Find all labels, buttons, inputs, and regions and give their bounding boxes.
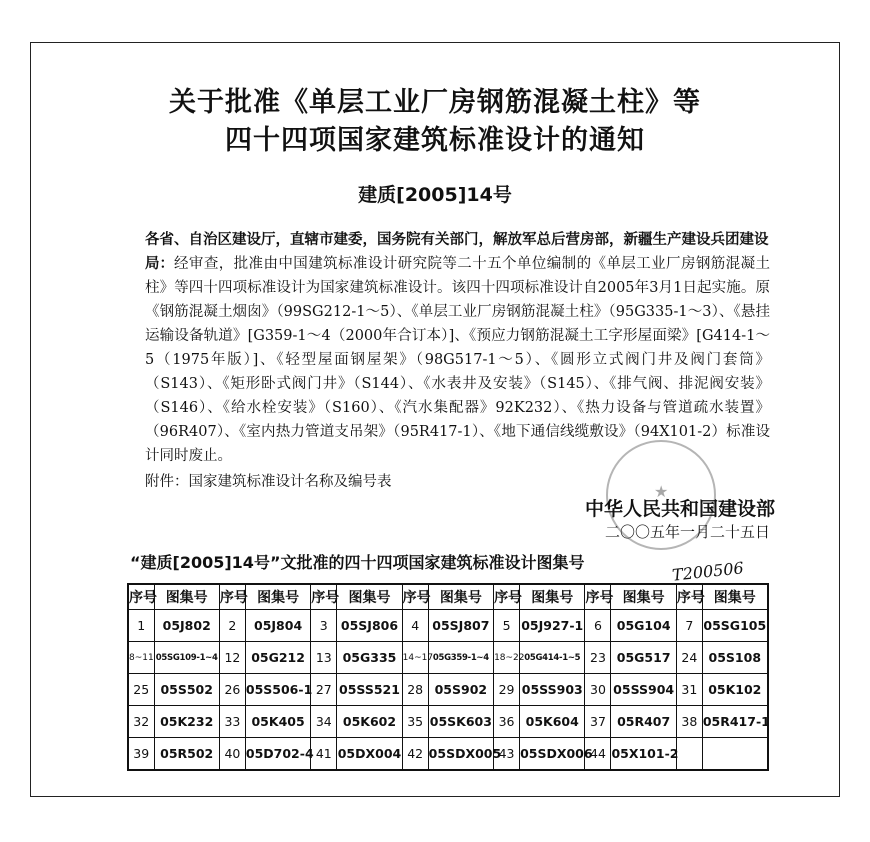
table-row [128, 706, 768, 738]
seq-cell: 8~11 [128, 642, 154, 674]
code-cell: 05J802 [154, 610, 219, 642]
seq-cell: 40 [219, 738, 245, 771]
seq-cell: 18~22 [494, 642, 520, 674]
header-code: 图集号 [337, 584, 402, 610]
code-cell: 05G414-1~5 [520, 642, 585, 674]
code-cell: 05K405 [245, 706, 310, 738]
code-cell: 05K232 [154, 706, 219, 738]
code-cell: 05DX004 [337, 738, 402, 771]
seq-cell: 3 [311, 610, 337, 642]
code-cell: 05K102 [702, 674, 767, 706]
seq-cell: 2 [219, 610, 245, 642]
seq-cell: 32 [128, 706, 154, 738]
addressees: 各省、自治区建设厅，直辖市建委，国务院有关部门，解放军总后营房部，新疆生产建设兵团建设局： [145, 232, 769, 272]
table-row [128, 610, 768, 642]
seq-cell: 31 [676, 674, 702, 706]
header-code: 图集号 [428, 584, 493, 610]
seq-cell: 36 [494, 706, 520, 738]
table-row [128, 738, 768, 771]
header-seq: 序号 [128, 584, 154, 610]
code-cell: 05SS903 [520, 674, 585, 706]
seq-cell: 34 [311, 706, 337, 738]
header-code: 图集号 [520, 584, 585, 610]
code-cell: 05G517 [611, 642, 676, 674]
seq-cell: 37 [585, 706, 611, 738]
code-cell: 05SJ807 [428, 610, 493, 642]
seq-cell: 25 [128, 674, 154, 706]
seq-cell: 29 [494, 674, 520, 706]
code-cell: 05R407 [611, 706, 676, 738]
code-cell: 05S108 [702, 642, 767, 674]
code-cell [702, 738, 767, 771]
header-seq: 序号 [585, 584, 611, 610]
seq-cell: 38 [676, 706, 702, 738]
attachment-line: 附件：国家建筑标准设计名称及编号表 [145, 474, 392, 490]
seq-cell: 35 [402, 706, 428, 738]
code-cell: 05S502 [154, 674, 219, 706]
seq-cell: 7 [676, 610, 702, 642]
header-code: 图集号 [245, 584, 310, 610]
header-seq: 序号 [676, 584, 702, 610]
header-code: 图集号 [702, 584, 767, 610]
seq-cell: 12 [219, 642, 245, 674]
seq-cell: 30 [585, 674, 611, 706]
seq-cell: 14~17 [402, 642, 428, 674]
table-row [128, 642, 768, 674]
code-cell: 05S902 [428, 674, 493, 706]
code-cell: 05R417-1 [702, 706, 767, 738]
code-cell: 05J927-1 [520, 610, 585, 642]
header-seq: 序号 [494, 584, 520, 610]
table-row [128, 674, 768, 706]
code-cell: 05D702-4 [245, 738, 310, 771]
code-cell: 05S506-1 [245, 674, 310, 706]
code-cell: 05SG109-1~4 [154, 642, 219, 674]
issue-date: 二〇〇五年一月二十五日 [605, 523, 771, 541]
seq-cell [676, 738, 702, 771]
seq-cell: 1 [128, 610, 154, 642]
code-cell: 05SK603 [428, 706, 493, 738]
code-cell: 05SDX005 [428, 738, 493, 771]
code-cell: 05SJ806 [337, 610, 402, 642]
seq-cell: 26 [219, 674, 245, 706]
seq-cell: 23 [585, 642, 611, 674]
code-cell: 05J804 [245, 610, 310, 642]
seq-cell: 24 [676, 642, 702, 674]
code-cell: 05SG105 [702, 610, 767, 642]
code-cell: 05SS521 [337, 674, 402, 706]
seq-cell: 5 [494, 610, 520, 642]
header-code: 图集号 [611, 584, 676, 610]
seq-cell: 44 [585, 738, 611, 771]
seq-cell: 42 [402, 738, 428, 771]
code-cell: 05SDX006 [520, 738, 585, 771]
seq-cell: 4 [402, 610, 428, 642]
code-cell: 05G212 [245, 642, 310, 674]
handwritten-note: T200506 [671, 558, 745, 585]
seq-cell: 41 [311, 738, 337, 771]
table-caption: “建质[2005]14号”文批准的四十四项国家建筑标准设计图集号 [130, 553, 585, 572]
code-cell: 05G359-1~4 [428, 642, 493, 674]
code-cell: 05X101-2 [611, 738, 676, 771]
header-code: 图集号 [154, 584, 219, 610]
code-cell: 05K604 [520, 706, 585, 738]
code-cell: 05SS904 [611, 674, 676, 706]
code-cell: 05R502 [154, 738, 219, 771]
header-seq: 序号 [311, 584, 337, 610]
table-header-row [128, 584, 768, 610]
issuing-authority: 中华人民共和国建设部 [585, 498, 776, 520]
seq-cell: 33 [219, 706, 245, 738]
seq-cell: 6 [585, 610, 611, 642]
seq-cell: 27 [311, 674, 337, 706]
atlas-number-table [127, 583, 769, 771]
seq-cell: 39 [128, 738, 154, 771]
seq-cell: 43 [494, 738, 520, 771]
code-cell: 05K602 [337, 706, 402, 738]
notice-title-line-2: 四十四项国家建筑标准设计的通知 [225, 125, 645, 156]
seq-cell: 13 [311, 642, 337, 674]
code-cell: 05G104 [611, 610, 676, 642]
seal-star-icon: ★ [654, 482, 669, 501]
header-seq: 序号 [402, 584, 428, 610]
header-seq: 序号 [219, 584, 245, 610]
document-number: 建质[2005]14号 [358, 184, 512, 206]
seq-cell: 28 [402, 674, 428, 706]
notice-title-line-1: 关于批准《单层工业厂房钢筋混凝土柱》等 [169, 87, 701, 118]
code-cell: 05G335 [337, 642, 402, 674]
notice-body: 经审查，批准由中国建筑标准设计研究院等二十五个单位编制的《单层工业厂房钢筋混凝土柱》等四十四项标准设计为国家建筑标准设计。该四十四项标准设计自2005年3月1日起实施。原《钢筋混凝土烟囱》（99SG212-1～5）、《单层工业厂房钢筋混凝土柱》（95G335-1～3）、《悬挂运输设备轨道》[G359-1～4（2000年合订本）]、《预应力钢筋混凝土工字形屋面梁》[G414-1～5（1975年版）]、《轻型屋面钢屋架》（98G517-1～5）、《圆形立式阀门井及阀门套筒》（S143）、《矩形卧式阀门井》（S144）、《水表井及安装》（S145）、《排气阀、排泥阀安装》（S146）、《给水栓安装》（S160）、《汽水集配器》92K232）、《热力设备与管道疏水装置》（96R407）、《室内热力管道支吊架》（95R417-1）、《地下通信线缆敷设》（94X101-2）标准设计同时废止。 [145, 256, 770, 464]
